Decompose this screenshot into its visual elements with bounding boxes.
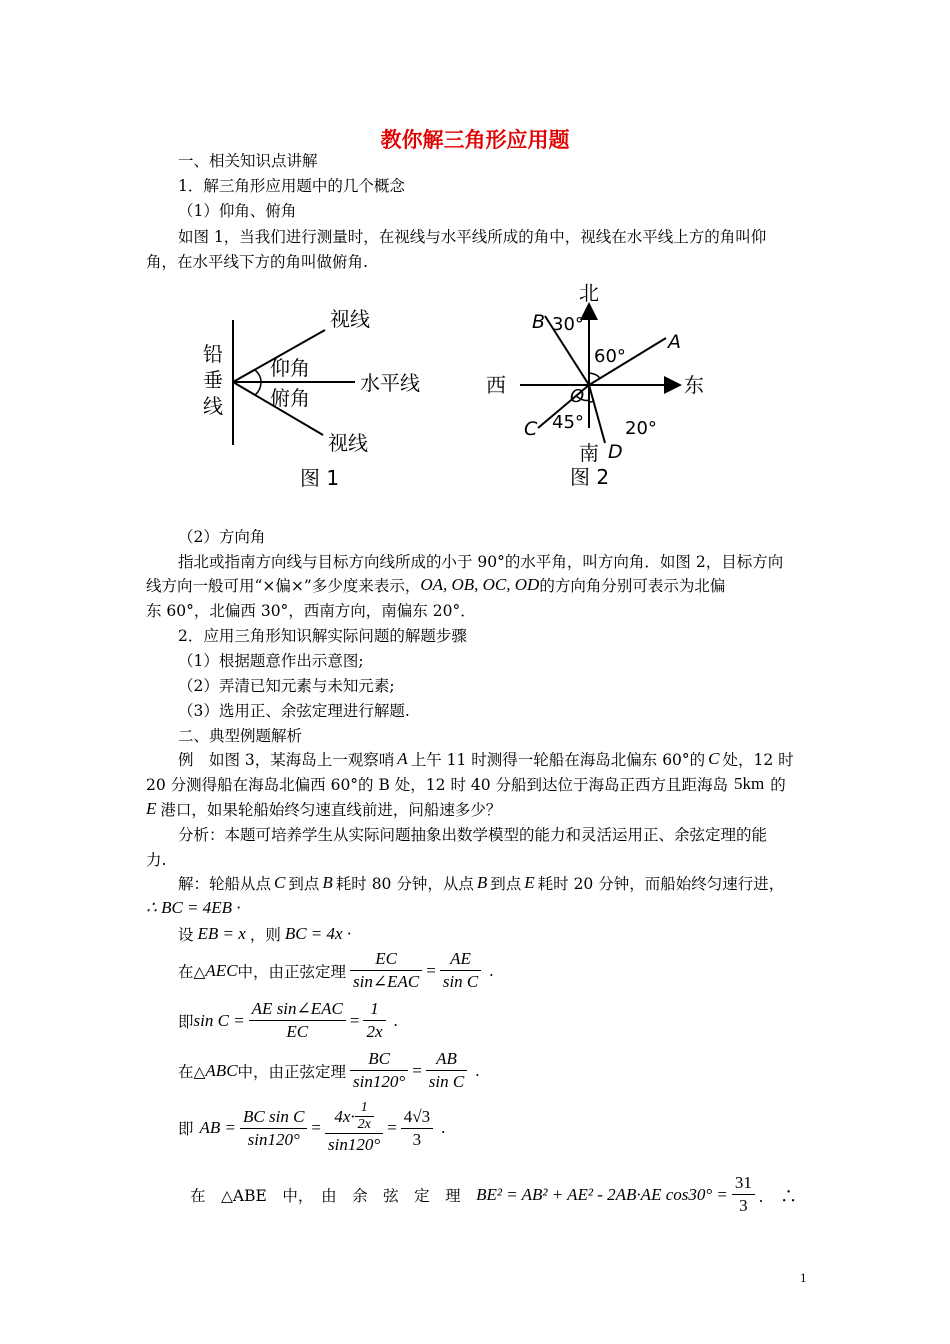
solution-text-1: 解：轮船从点 [178, 875, 272, 893]
sight-line-down-label: 视线 [328, 431, 368, 455]
equals-sign: = [387, 1118, 397, 1137]
fraction-1-over-2x: $\frac{1}{2x}$ [363, 998, 385, 1043]
section-heading-2: 二、典型例题解析 [178, 727, 303, 745]
aec-text-1: 在△ [178, 962, 206, 981]
solution-text-5: 耗时 20 分钟，而船始终匀速行进， [537, 875, 785, 893]
paragraph-1-line-2: 角，在水平线下方的角叫做俯角. [146, 253, 368, 271]
section-heading-1: 一、相关知识点讲解 [178, 152, 318, 170]
solution-point-B2: B [476, 873, 488, 892]
fraction-bc-sin-c-over-sin120: $\frac{\text{BC sin C}}{\sin 120^\circ}$ [240, 1106, 307, 1151]
sight-line-up-label: 视线 [330, 307, 370, 331]
elevation-label: 仰角 [270, 356, 310, 380]
aec-triangle: AEC [205, 960, 238, 980]
paragraph-2-line-1: 指北或指南方向线与目标方向线所成的小于 90°的水平角，叫方向角．如图 2，目标方向 [178, 553, 784, 571]
period: . [489, 960, 494, 980]
analysis-line-2: 力. [146, 851, 167, 869]
figure-1-diagram [195, 295, 445, 495]
figure-2-caption: 图 2 [570, 465, 610, 489]
set-text: 设 [178, 926, 194, 944]
fraction-31-over-3: $\frac{31}{3}$ [732, 1172, 755, 1217]
south-label: 南 [579, 441, 599, 465]
example-distance: 5km [734, 774, 765, 793]
period: . [475, 1060, 480, 1080]
fraction-ec-over-sin-eac: $\frac{EC}{\text{sin∠EAC}}$ [350, 948, 422, 993]
example-line-3: 港口，如果轮船始终匀速直线前进，问船速多少？ [160, 801, 502, 819]
east-label: 东 [684, 373, 704, 397]
page-title: 教你解三角形应用题 [380, 128, 570, 152]
item-heading-1: 1．解三角形应用题中的几个概念 [178, 177, 405, 195]
paragraph-2-vectors: OA, OB, OC, OD [420, 575, 540, 594]
sin-c-lhs: sin C = [193, 1010, 245, 1030]
depression-label: 俯角 [270, 386, 310, 410]
horizontal-line-label: 水平线 [360, 371, 420, 395]
example-point-E: E [146, 799, 157, 818]
vertical-label-2: 垂 [203, 368, 223, 392]
step-3: （3）选用正、余弦定理进行解题. [178, 702, 410, 720]
paragraph-2-line-3: 东 60°，北偏西 30°，西南方向，南偏东 20°． [146, 602, 476, 620]
fraction-ae-sin-eac-over-ec: $\frac{\text{AE sin∠EAC}}{EC}$ [249, 998, 346, 1043]
set-eb: EB = x [197, 924, 246, 943]
fraction-bc-over-sin120: $\frac{BC}{\sin 120^\circ}$ [350, 1048, 408, 1093]
elevation-arc [255, 370, 261, 382]
equals-sign: = [426, 960, 436, 980]
period: . [441, 1118, 446, 1137]
example-point-A: A [397, 749, 408, 768]
example-text-1: 例 如图 3，某海岛上一观察哨 [178, 751, 395, 769]
paragraph-2-line-2-end: 的方向角分别可表示为北偏 [539, 577, 726, 595]
sub-heading-2: （2）方向角 [178, 528, 266, 546]
point-D-label: D [608, 441, 623, 463]
therefore-end: . ∴ [758, 1187, 798, 1206]
abc-text-2: 中，由正弦定理 [237, 1062, 347, 1081]
angle-45-label: 45° [552, 412, 584, 433]
west-label: 西 [486, 373, 506, 397]
fraction-compound: 4x· $\frac{1}{2x}$ sin120° [325, 1100, 383, 1156]
abc-triangle: ABC [205, 1060, 238, 1080]
solution-point-B: B [322, 873, 333, 892]
angle-arc-60 [589, 373, 600, 379]
angle-20-label: 20° [625, 418, 657, 439]
vertical-label-3: 线 [203, 394, 223, 418]
example-line-2: 20 分测得船在海岛北偏西 60°的 B 处，12 时 40 分船到达位于海岛正西方且距海岛 [146, 776, 729, 794]
equals-sign: = [311, 1118, 322, 1137]
example-point-C: C [708, 749, 720, 768]
example-text-3: 处，12 时 [722, 751, 794, 769]
paragraph-2-line-2-text: 线方向一般可用“×偏×”多少度来表示， [146, 577, 421, 595]
step-1: （1）根据题意作出示意图; [178, 652, 364, 670]
analysis-line-1: 分析：本题可培养学生从实际问题抽象出数学模型的能力和灵活运用正、余弦定理的能 [178, 826, 768, 844]
depression-arc [255, 382, 261, 395]
item-heading-2: 2．应用三角形知识解实际问题的解题步骤 [178, 627, 467, 645]
cosine-law-equation: BE² = AB² + AE² - 2AB·AE cos30° = [476, 1184, 728, 1204]
period: . [393, 1010, 398, 1030]
ray-OD [589, 385, 605, 443]
example-text-2: 上午 11 时测得一轮船在海岛北偏东 60°的 [410, 751, 706, 769]
solution-point-E: E [524, 873, 535, 892]
point-A-label: A [668, 331, 681, 353]
sub-heading-1: （1）仰角、俯角 [178, 202, 297, 220]
step-2: （2）弄清已知元素与未知元素; [178, 677, 395, 695]
set-then: ，则 [249, 926, 281, 944]
paragraph-1-line-1: 如图 1，当我们进行测量时，在视线与水平线所成的角中，视线在水平线上方的角叫仰 [178, 228, 767, 246]
fraction-ae-over-sin-c: $\frac{AE}{\text{sin C}}$ [440, 948, 481, 993]
abe-text: 在 △ABE 中， 由 余 弦 定 理 [190, 1186, 477, 1205]
north-label: 北 [579, 281, 599, 305]
example-line-2-end: 的 [770, 776, 786, 794]
origin-O-label: O [570, 386, 585, 407]
figure-1-caption: 图 1 [300, 466, 340, 490]
relation-bc-eb: ∴ BC = 4EB · [146, 898, 241, 917]
solution-point-C: C [274, 873, 286, 892]
fraction-ab-over-sin-c: $\frac{AB}{\text{sin C}}$ [426, 1048, 467, 1093]
angle-30-label: 30° [552, 314, 584, 335]
vertical-label-1: 铅 [203, 342, 223, 366]
figure-2-diagram [480, 278, 720, 494]
abc-text-1: 在△ [178, 1062, 206, 1081]
solution-text-2: 到点 [288, 875, 320, 893]
page-number: 1 [800, 1270, 807, 1285]
aec-text-2: 中，由正弦定理 [237, 962, 347, 981]
ab-lhs: AB = [199, 1118, 237, 1137]
set-bc: BC = 4x · [284, 924, 352, 943]
ji-text-2: 即 [178, 1120, 194, 1138]
angle-60-label: 60° [594, 346, 626, 367]
solution-text-4: 到点 [490, 875, 522, 893]
point-B-label: B [532, 311, 546, 333]
equals-sign: = [349, 1010, 360, 1030]
fraction-4root3-over-3: $\frac{4√3}{3}$ [401, 1106, 433, 1151]
ji-text: 即 [178, 1012, 194, 1031]
solution-text-3: 耗时 80 分钟，从点 [335, 875, 474, 893]
equals-sign: = [412, 1060, 422, 1080]
point-C-label: C [524, 418, 538, 440]
